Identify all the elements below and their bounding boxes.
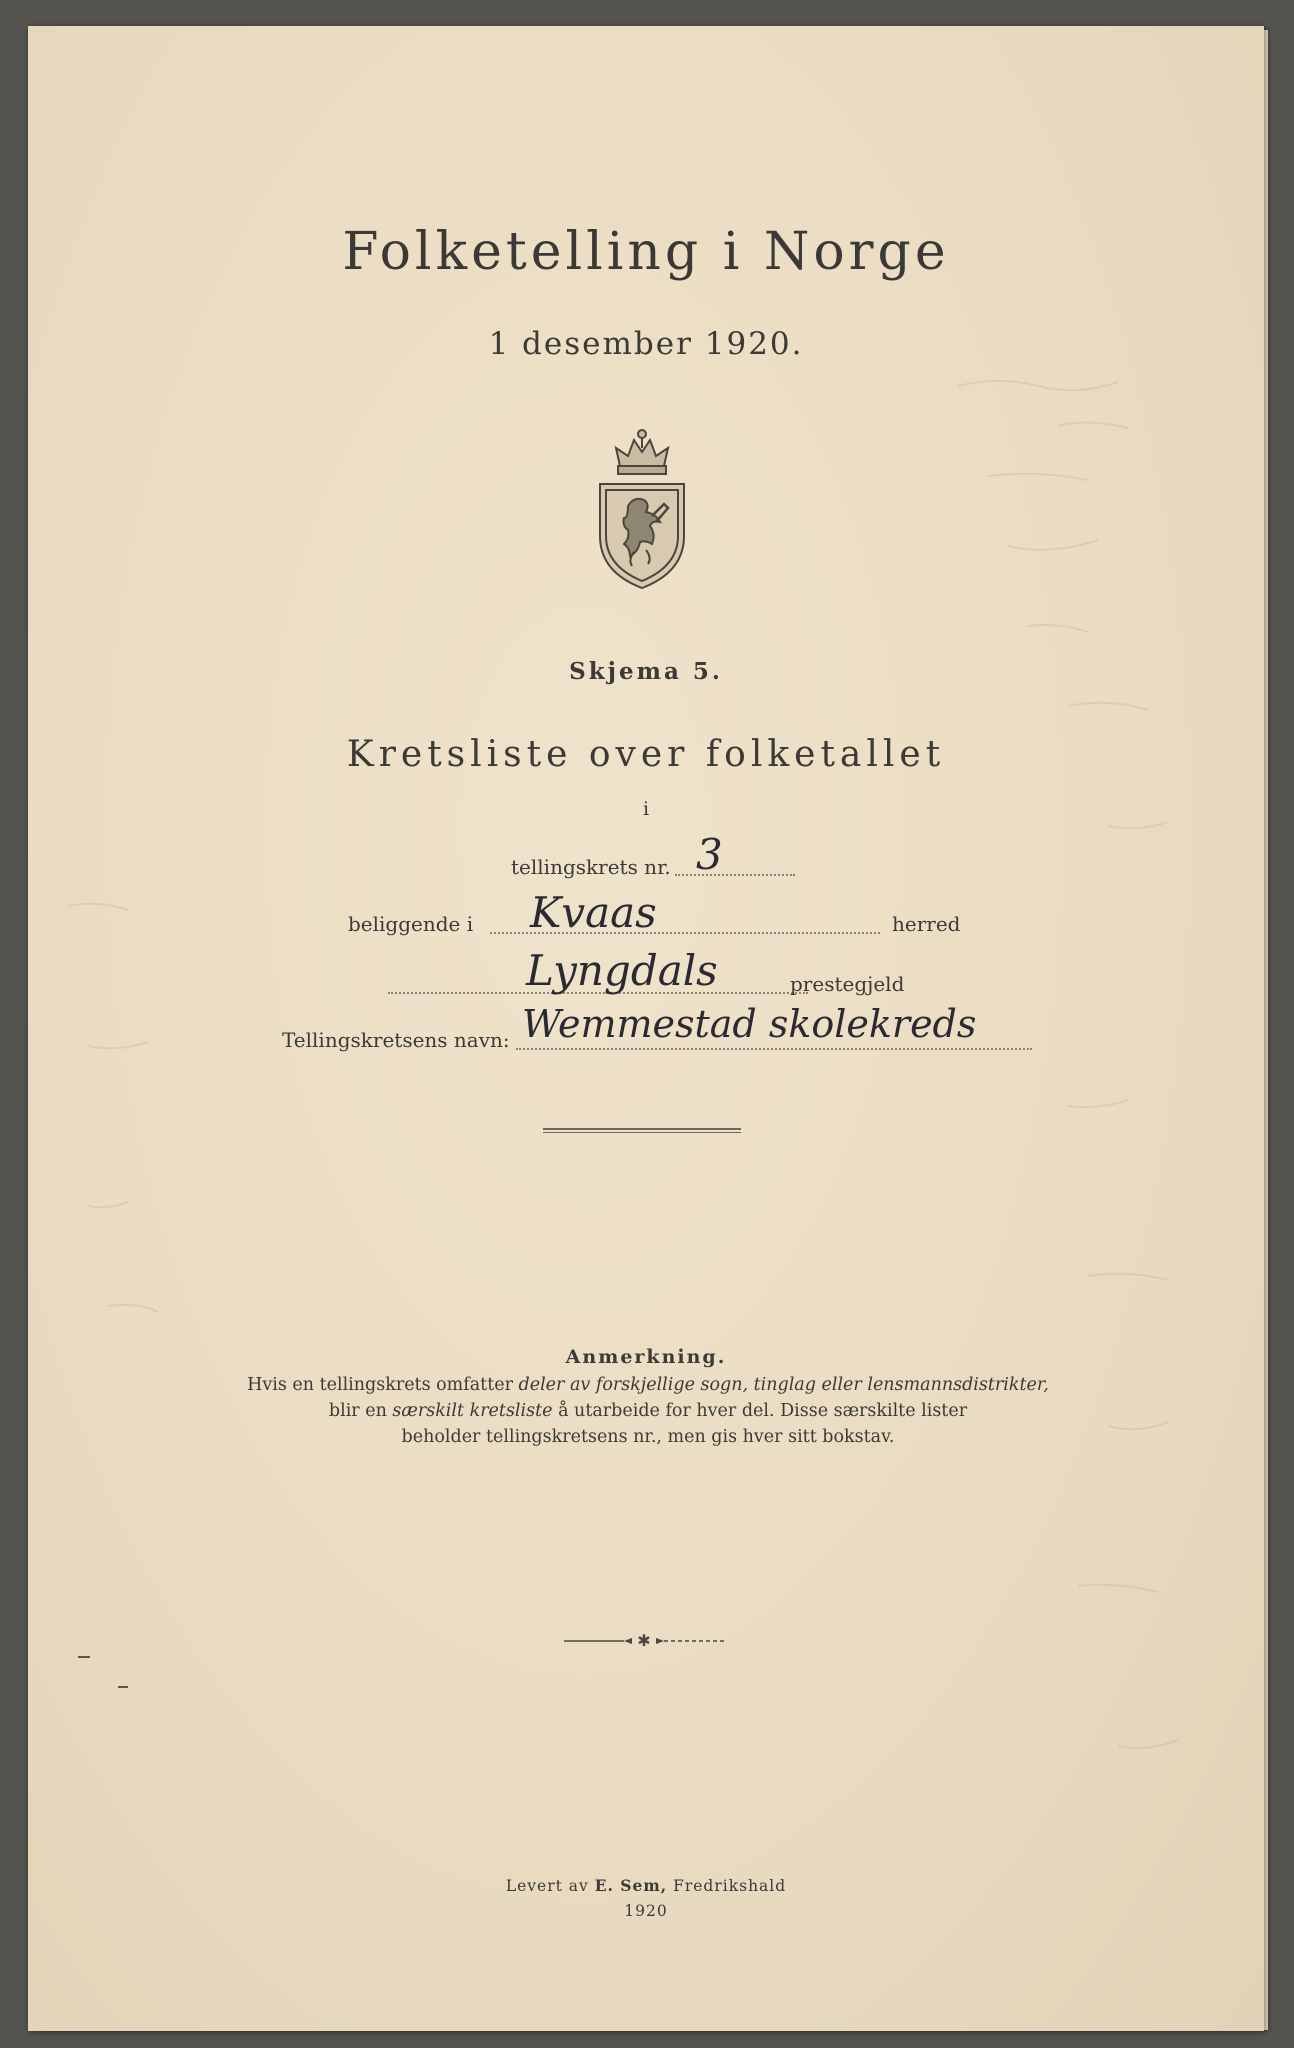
remark-line-1 [208,1372,1088,1398]
printer-prefix: Levert av [505,1877,595,1895]
form-subtitle: Kretsliste over folketallet [346,734,946,775]
remark-line-1-italic: deler av forskjellige sogn, tinglag eller lensmannsdistrikter, [518,1375,1049,1395]
remark-title: Anmerkning. [565,1346,727,1368]
remark-line-1-plain: Hvis en tellingskrets omfatter [247,1375,519,1395]
census-form-page [28,26,1264,2031]
tellingskretsens-navn-label: Tellingskretsens navn: [282,1028,510,1052]
ornament-divider-icon [564,1634,724,1648]
remark-line-2 [208,1398,1088,1424]
svg-text:✱: ✱ [637,1634,651,1648]
remark-line-3: beholder tellingskretsens nr., men gis hver sitt bokstav. [401,1427,895,1447]
printer-place: Fredrikshald [667,1877,787,1895]
beliggende-label: beliggende i [348,912,474,936]
edge-mark [118,1686,128,1688]
census-date: 1 desember 1920. [488,326,804,362]
tellingskrets-dotted-line [675,848,795,876]
remark-line-2-plain-a: blir en [328,1401,393,1421]
preposition-i: i [642,798,650,820]
schema-number: Skjema 5. [569,658,723,685]
tellingskretsens-navn-value: Wemmestad skolekreds [522,1002,977,1046]
remark-line-2-italic: særskilt kretsliste [392,1401,553,1421]
section-divider [543,1128,741,1130]
tellingskrets-label: tellingskrets nr. [511,855,671,879]
prestegjeld-label: prestegjeld [790,972,905,996]
printer-name: E. Sem, [594,1876,668,1895]
printer-year: 1920 [624,1902,668,1920]
herred-label: herred [892,912,961,936]
remark-line-2-plain-b: å utarbeide for hver del. Disse særskilte lister [552,1401,968,1421]
norwegian-coat-of-arms-icon [594,426,690,592]
tellingskrets-number-value: 3 [696,830,723,879]
herred-value: Kvaas [530,888,657,937]
section-divider-thin [543,1132,741,1133]
prestegjeld-value: Lyngdals [526,946,718,995]
page-title: Folketelling i Norge [342,222,950,282]
printer-credit [28,1876,1264,1895]
edge-mark [78,1656,90,1658]
